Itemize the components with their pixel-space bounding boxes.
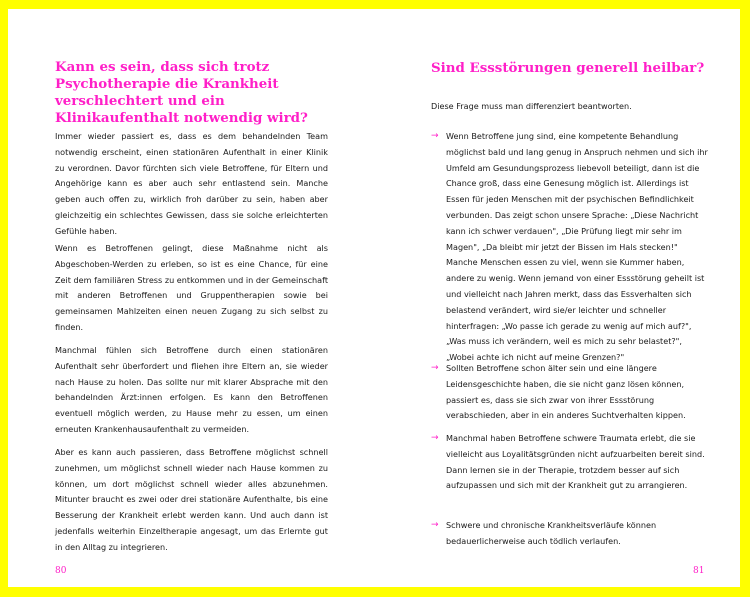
arrow-right-icon: →	[431, 131, 439, 141]
left-page	[8, 9, 374, 587]
left-page-heading: Kann es sein, dass sich trotz Psychotherapie die Krankheit verschlechtert und ein Klinikaufenthalt notwendig wird?	[55, 59, 308, 126]
paragraph: Wenn es Betroffenen gelingt, diese Maßnahme nicht als Abgeschoben-Werden zu erleben, so ist es eine Chance, für eine Zeit dem familiären Stress zu entkommen und in der Gemeinschaft mit anderen Betroffenen und Gruppentherapien sowie bei gemeinsamen Mahlzeiten einen neuen Zugang zu sich selbst zu finden.	[55, 243, 328, 332]
paragraph: Aber es kann auch passieren, dass Betroffene möglichst schnell zunehmen, um möglichst schnell wieder nach Hause kommen zu können, um dort möglichst schnell wieder alles abzunehmen. Mitunter braucht es zwei oder drei stationäre Aufenthalte, bis eine Besserung der Krankheit erlebt werden kann. Und auch dann ist jedenfalls weiterhin Einzeltherapie angesagt, um das Erlernte gut in den Alltag zu integrieren.	[55, 447, 328, 552]
list-item-text: Sollten Betroffene schon älter sein und eine längere Leidensgeschichte haben, die sie nicht ganz lösen können, passiert es, dass sie sich zwar von ihrer Essstörung verabschieden, aber in ein anderes Suchtverhalten kippen.	[446, 363, 686, 421]
list-item-text: Wenn Betroffene jung sind, eine kompetente Behandlung möglichst bald und lang genug in Anspruch nehmen und sich ihr Umfeld am Gesundungsprozess liebevoll beteiligt, dann ist die Chance groß, dass eine Genesung möglich ist. Allerdings ist Essen für jeden Menschen mit der psychischen Befindlichkeit verbunden. Das zeigt schon unsere Sprache: „Diese Nachricht kann ich schwer verdauen", „Die Prüfung liegt mir sehr im Magen", „Da bleibt mir jetzt der Bissen im Hals stecken!" Manche Menschen essen zu viel, wenn sie Kummer haben, andere zu wenig. Wenn jemand von einer Essstörung geheilt ist und vielleicht nach Jahren merkt, dass das Essverhalten sich belastend verändert, wird sie/er leichter und schneller hinterfragen: „Wo passe ich gerade zu wenig auf mich auf?", „Was muss ich verändern, weil es mich zu sehr belastet?", „Wobei achte ich nicht auf meine Grenzen?"	[446, 131, 708, 363]
arrow-right-icon: →	[431, 363, 439, 373]
right-page-heading: Sind Essstörungen generell heilbar?	[431, 60, 705, 76]
list-item-text: Manchmal haben Betroffene schwere Traumata erlebt, die sie vielleicht aus Loyalitätsgründen nicht aufzuarbeiten bereit sind. Dann lernen sie in der Therapie, trotzdem besser auf sich aufzupassen und sich mit der Krankheit gut zu arrangieren.	[446, 433, 705, 491]
right-page	[374, 9, 740, 587]
arrow-right-icon: →	[431, 520, 439, 530]
book-spread	[8, 9, 740, 587]
page-number: 80	[55, 566, 67, 576]
paragraph: Manchmal fühlen sich Betroffene durch einen stationären Aufenthalt sehr überfordert und fliehen ihre Eltern an, sie wieder nach Hause zu holen. Das sollte nur mit klarer Absprache mit den behandelnden Ärzt:innen erfolgen. Es kann den Betroffenen eventuell möglich werden, zu Hause mehr zu essen, um einen erneuten Krankenhausaufenthalt zu vermeiden.	[55, 345, 328, 434]
paragraph: Immer wieder passiert es, dass es dem behandelnden Team notwendig erscheint, einen stationären Aufenthalt in einer Klinik zu verordnen. Davor fürchten sich viele Betroffene, für Eltern und Angehörige kann es aber auch sehr entlastend sein. Manche geben auch offen zu, wirklich froh darüber zu sein, haben aber gleichzeitig ein schlechtes Gewissen, dass sie solche erleichterten Gefühle haben.	[55, 131, 328, 236]
page-number: 81	[693, 566, 705, 576]
intro-text: Diese Frage muss man differenziert beantworten.	[431, 101, 632, 111]
arrow-right-icon: →	[431, 433, 439, 443]
list-item-text: Schwere und chronische Krankheitsverläufe können bedauerlicherweise auch tödlich verlaufen.	[446, 520, 657, 546]
